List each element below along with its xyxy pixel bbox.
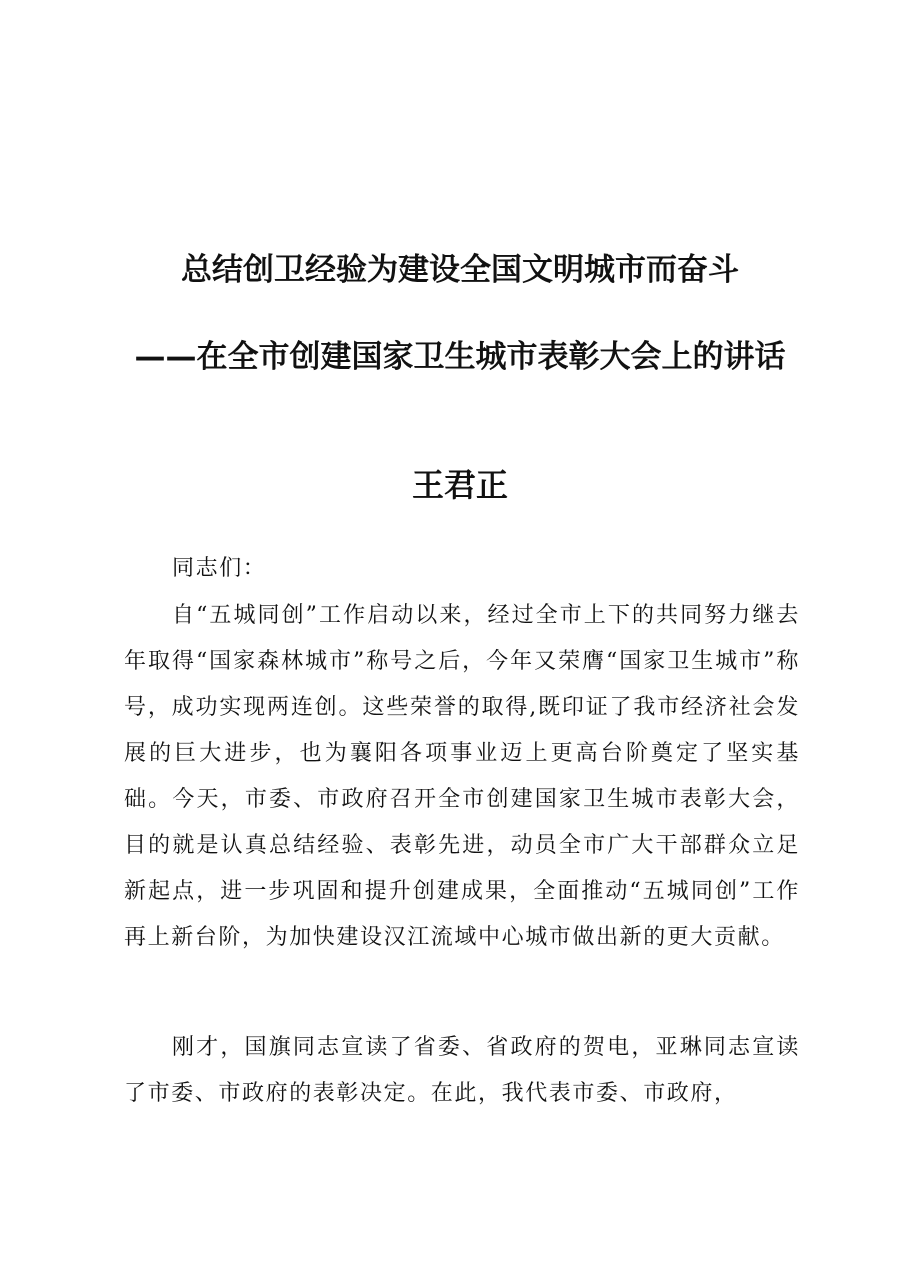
greeting: 同志们： (172, 556, 267, 581)
document-subtitle: ——在全市创建国家卫生城市表彰大会上的讲话 (134, 339, 786, 375)
document-title: 总结创卫经验为建设全国文明城市而奋斗 (181, 252, 739, 288)
author-name: 王君正 (411, 466, 508, 504)
paragraph-1: 自“五城同创”工作启动以来，经过全市上下的共同努力继去年取得“国家森林城市”称号之后，今年又荣膺“国家卫生城市”称号，成功实现两连创。这些荣誉的取得,既印证了我市经济社会发展的巨大进步，也为襄阳各项事业迈上更高台阶奠定了坚实基础。今天，市委、市政府召开全市创建国家卫生城市表彰大会，目的就是认真总结经验、表彰先进，动员全市广大干部群众立足新起点，进一步巩固和提升创建成果，全面推动“五城同创”工作再上新台阶，为加快建设汉江流域中心城市做出新的更大贡献。 (124, 603, 800, 950)
paragraph-2: 刚才，国旗同志宣读了省委、省政府的贺电，亚琳同志宣读了市委、市政府的表彰决定。在此，我代表市委、市政府， (124, 1035, 800, 1106)
